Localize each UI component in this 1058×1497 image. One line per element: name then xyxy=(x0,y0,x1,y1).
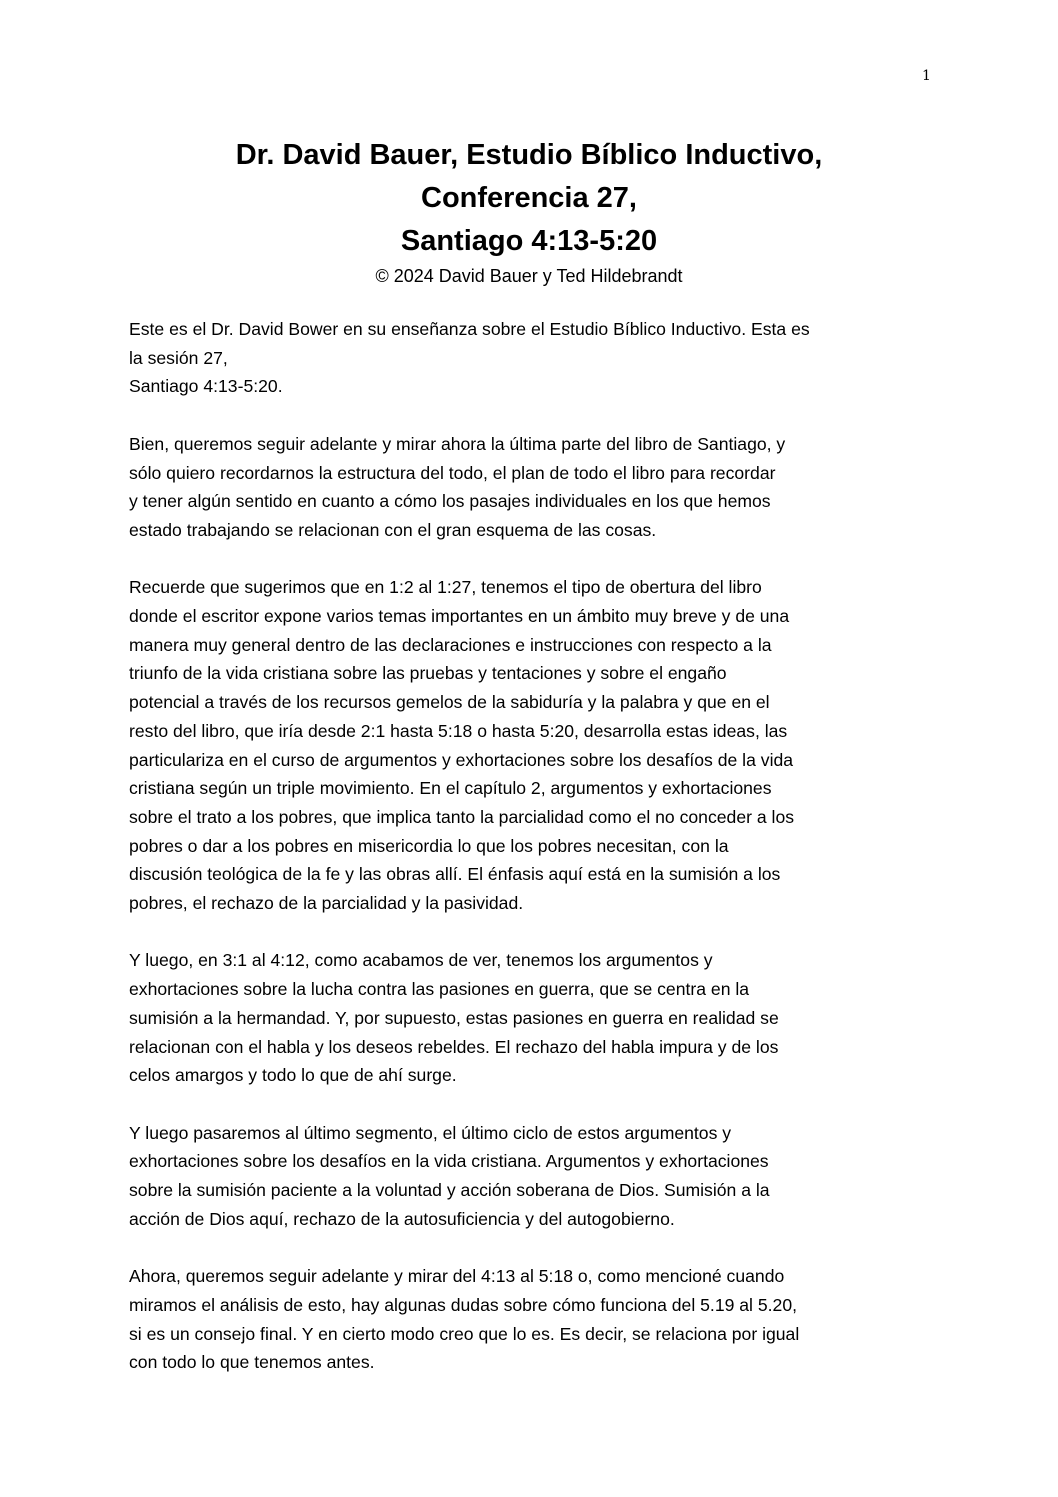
paragraph-line: pobres, el rechazo de la parcialidad y la pasividad. xyxy=(129,893,524,914)
paragraph-line: si es un consejo final. Y en cierto modo creo que lo es. Es decir, se relaciona por igual xyxy=(129,1323,800,1344)
page-number: 1 xyxy=(922,68,931,84)
paragraph-line: discusión teológica de la fe y las obras allí. El énfasis aquí está en la sumisión a los xyxy=(129,864,781,885)
paragraph-line: potencial a través de los recursos gemelos de la sabiduría y la palabra y que en el xyxy=(129,692,770,713)
paragraph-line: Este es el Dr. David Bower en su enseñanza sobre el Estudio Bíblico Inductivo. Esta es xyxy=(129,319,810,339)
copyright-notice: © 2024 David Bauer y Ted Hildebrandt xyxy=(375,266,683,286)
paragraph xyxy=(129,1262,919,1377)
paragraph-line: estado trabajando se relacionan con el gran esquema de las cosas. xyxy=(129,519,657,540)
body-text xyxy=(129,315,919,1406)
paragraph-line: cristiana según un triple movimiento. En el capítulo 2, argumentos y exhortaciones xyxy=(129,778,772,799)
paragraph-line: donde el escritor expone varios temas importantes en un ámbito muy breve y de una xyxy=(129,606,790,626)
paragraph-line: sumisión a la hermandad. Y, por supuesto, estas pasiones en guerra en realidad se xyxy=(129,1007,779,1028)
paragraph-line: miramos el análisis de esto, hay algunas dudas sobre cómo funciona del 5.19 al 5.20, xyxy=(129,1294,797,1315)
paragraph-line: exhortaciones sobre los desafíos en la vida cristiana. Argumentos y exhortaciones xyxy=(129,1151,769,1172)
paragraph-line: resto del libro, que iría desde 2:1 hasta 5:18 o hasta 5:20, desarrolla estas ideas, las xyxy=(129,720,788,741)
paragraph xyxy=(129,315,919,401)
paragraph-line: acción de Dios aquí, rechazo de la autosuficiencia y del autogobierno. xyxy=(129,1208,675,1229)
paragraph-line: particulariza en el curso de argumentos y exhortaciones sobre los desafíos de la vida xyxy=(129,749,794,770)
paragraph-line: Y luego, en 3:1 al 4:12, como acabamos de ver, tenemos los argumentos y xyxy=(129,950,713,971)
paragraph-line: con todo lo que tenemos antes. xyxy=(129,1352,375,1373)
paragraph xyxy=(129,430,919,545)
document-title-line-2: Conferencia 27, xyxy=(421,182,637,214)
paragraph-line: relacionan con el habla y los deseos rebeldes. El rechazo del habla impura y de los xyxy=(129,1036,779,1057)
paragraph-line: y tener algún sentido en cuanto a cómo los pasajes individuales en los que hemos xyxy=(129,491,771,512)
paragraph-line: pobres o dar a los pobres en misericordia lo que los pobres necesitan, con la xyxy=(129,835,729,856)
paragraph-line: Y luego pasaremos al último segmento, el último ciclo de estos argumentos y xyxy=(129,1122,732,1143)
paragraph-line: la sesión 27, xyxy=(129,347,228,368)
document-title-line-3: Santiago 4:13-5:20 xyxy=(400,225,658,257)
paragraph xyxy=(129,573,919,917)
paragraph-line: Recuerde que sugerimos que en 1:2 al 1:27, tenemos el tipo de obertura del libro xyxy=(129,577,762,598)
title-block xyxy=(0,134,1058,289)
paragraph-line: manera muy general dentro de las declaraciones e instrucciones con respecto a la xyxy=(129,634,772,655)
paragraph xyxy=(129,1119,919,1234)
paragraph-line: sólo quiero recordarnos la estructura del todo, el plan de todo el libro para recordar xyxy=(129,462,776,483)
paragraph-line: exhortaciones sobre la lucha contra las pasiones en guerra, que se centra en la xyxy=(129,979,750,1000)
paragraph-line: Bien, queremos seguir adelante y mirar ahora la última parte del libro de Santiago, y xyxy=(129,433,786,454)
paragraph-line: triunfo de la vida cristiana sobre las pruebas y tentaciones y sobre el engaño xyxy=(129,663,727,684)
document-title-line-1: Dr. David Bauer, Estudio Bíblico Inductivo, xyxy=(235,139,823,171)
paragraph-line: Ahora, queremos seguir adelante y mirar del 4:13 al 5:18 o, como mencioné cuando xyxy=(129,1266,785,1287)
paragraph-line: sobre el trato a los pobres, que implica tanto la parcialidad como el no conceder a los xyxy=(129,806,795,827)
paragraph-line: celos amargos y todo lo que de ahí surge. xyxy=(129,1065,457,1086)
paragraph-line: Santiago 4:13-5:20. xyxy=(129,376,283,397)
paragraph-line: sobre la sumisión paciente a la voluntad y acción soberana de Dios. Sumisión a la xyxy=(129,1180,770,1201)
paragraph xyxy=(129,946,919,1090)
